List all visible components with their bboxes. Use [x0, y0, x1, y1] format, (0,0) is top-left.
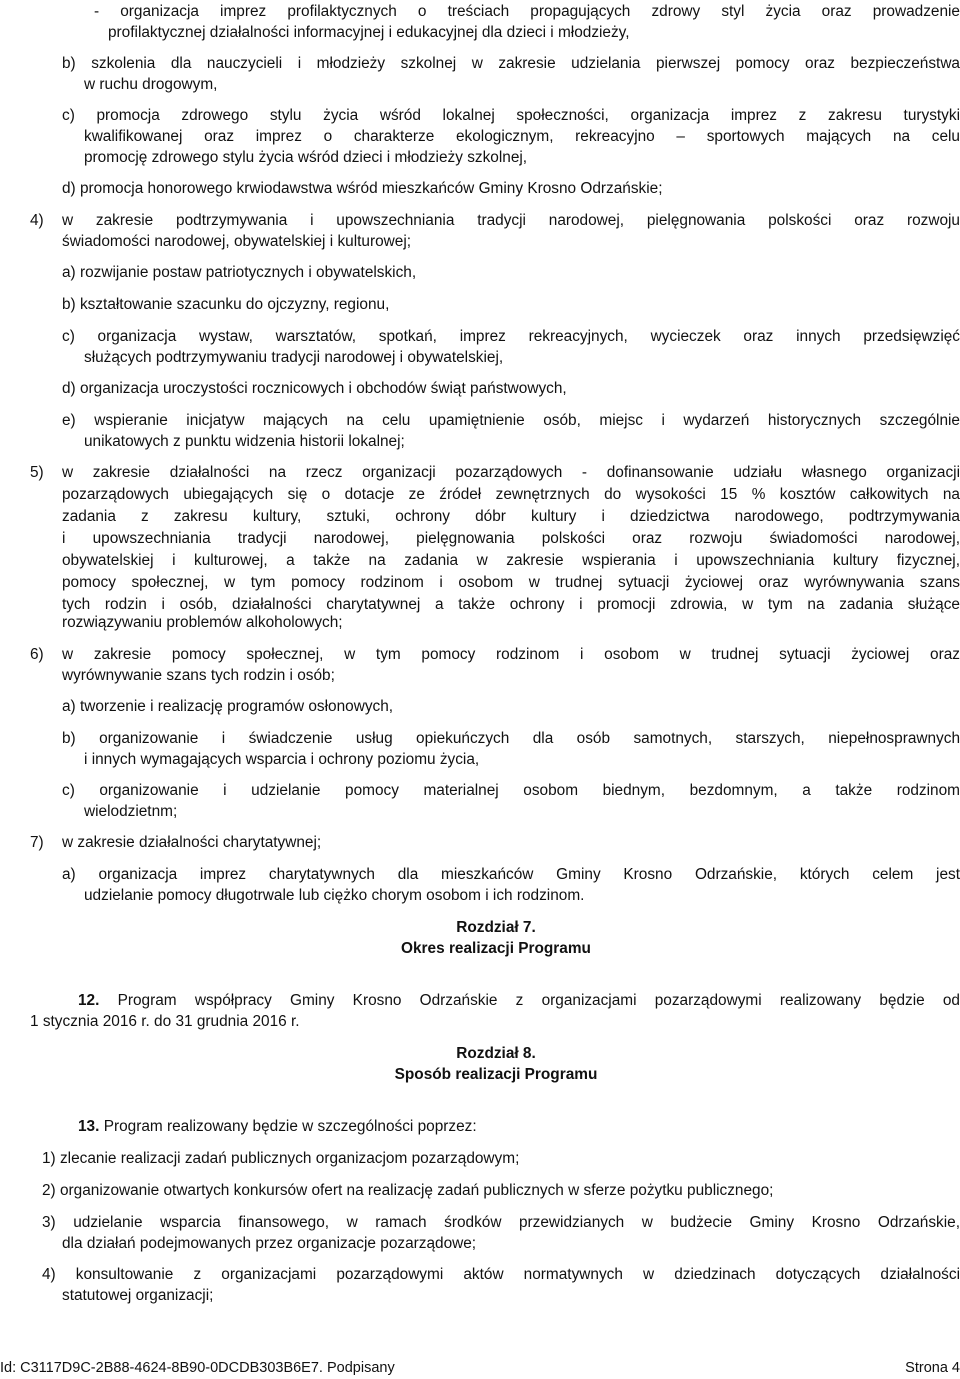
paragraph-12-number: 12. — [78, 992, 100, 1009]
list-item-2: 2) organizowanie otwartych konkursów ofert na realizację zadań publicznych w sferze pożytku publicznego; — [42, 1182, 774, 1199]
chapter-8-number: Rozdział 8. — [456, 1045, 536, 1062]
list-item-c: c) promocja zdrowego stylu życia wśród lokalnej społeczności, organizacja imprez z zakresu turystyki — [62, 107, 960, 124]
list-item-b: b) kształtowanie szacunku do ojczyzny, regionu, — [62, 296, 390, 313]
section-7-text: w zakresie działalności charytatywnej; — [62, 834, 322, 851]
list-item-4: 4) konsultowanie z organizacjami pozarządowymi aktów normatywnych w dziedzinach dotyczących działalności — [42, 1266, 960, 1283]
list-item-c-cont: wielodzietnm; — [84, 803, 178, 820]
list-item-b-cont: w ruchu drogowym, — [84, 76, 218, 93]
list-item-3-cont: dla działań podejmowanych przez organizacje pozarządowe; — [62, 1235, 477, 1252]
section-6-text: w zakresie pomocy społecznej, w tym pomocy rodzinom i osobom w trudnej sytuacji życiowej oraz — [62, 646, 960, 663]
section-5-text: w zakresie działalności na rzecz organizacji pozarządowych - dofinansowanie udziału własnego organizacji — [62, 464, 960, 481]
list-number-5: 5) — [30, 464, 44, 481]
list-item-4-cont: statutowej organizacji; — [62, 1287, 214, 1304]
list-item-a: a) tworzenie i realizację programów osłonowych, — [62, 698, 394, 715]
list-item-a: a) rozwijanie postaw patriotycznych i obywatelskich, — [62, 264, 417, 281]
list-item-a: a) organizacja imprez charytatywnych dla mieszkańców Gminy Krosno Odrzańskie, których celem jest — [62, 866, 960, 883]
list-item-c-cont: promocję zdrowego stylu życia wśród dzieci i młodzieży szkolnej, — [84, 149, 528, 166]
paragraph-12-text: Program współpracy Gminy Krosno Odrzańskie z organizacjami pozarządowymi realizowany będzie od — [117, 992, 960, 1009]
list-item-b-cont: i innych wymagających wsparcia i ochrony poziomu życia, — [84, 751, 480, 768]
document-id: Id: C3117D9C-2B88-4624-8B90-0DCDB303B6E7. Podpisany — [0, 1360, 395, 1376]
paragraph-13 — [78, 1116, 960, 1137]
list-item-d: d) organizacja uroczystości rocznicowych i obchodów świąt państwowych, — [62, 380, 567, 397]
list-item-3: 3) udzielanie wsparcia finansowego, w ramach środków przewidzianych w budżecie Gminy Krosno Odrzańskie, — [42, 1214, 960, 1231]
paragraph-13-number: 13. — [78, 1118, 100, 1135]
page-footer — [0, 1357, 960, 1379]
list-number-6: 6) — [30, 646, 44, 663]
section-5-text: rozwiązywaniu problemów alkoholowych; — [62, 614, 343, 631]
list-item-dash-line: - organizacja imprez profilaktycznych o treściach propagujących zdrowy styl życia oraz prowadzenie — [94, 3, 960, 20]
section-5-text: pozarządowych ubiegających się o dotacje ze źródeł zewnętrznych do wysokości 15 % kosztów całkowitych na — [62, 486, 960, 503]
list-item-d: d) promocja honorowego krwiodawstwa wśród mieszkańców Gminy Krosno Odrzańskie; — [62, 180, 663, 197]
chapter-7-title: Okres realizacji Programu — [401, 940, 591, 957]
chapter-7-number: Rozdział 7. — [456, 919, 536, 936]
section-4-text-cont: świadomości narodowej, obywatelskiej i kulturowej; — [62, 233, 412, 250]
page-number: Strona 4 — [905, 1360, 960, 1376]
list-item-c: c) organizowanie i udzielanie pomocy materialnej osobom biednym, bezdomnym, a także rodzinom — [62, 782, 960, 799]
list-item-b: b) szkolenia dla nauczycieli i młodzieży szkolnej w zakresie udzielania pierwszej pomocy oraz bezpieczeństwa — [62, 55, 960, 72]
list-item-c-cont: kwalifikowanej oraz imprez o charakterze ekologicznym, rekreacyjno – sportowych mających na celu — [84, 128, 960, 145]
section-5-text: i upowszechniania tradycji narodowej, pielęgnowania polskości oraz rozwoju świadomości narodowej, — [62, 530, 960, 547]
paragraph-12 — [78, 990, 960, 1011]
section-6-text-cont: wyrównywanie szans tych rodzin i osób; — [62, 667, 335, 684]
paragraph-12-cont: 1 stycznia 2016 r. do 31 grudnia 2016 r. — [30, 1013, 300, 1030]
list-item-1: 1) zlecanie realizacji zadań publicznych organizacjom pozarządowym; — [42, 1150, 520, 1167]
section-5-text: pomocy społecznej, w tym pomocy rodzinom i osobom w trudnej sytuacji życiowej oraz wyrównywania szans — [62, 574, 960, 591]
list-item-dash-line: profilaktycznej działalności informacyjnej i edukacyjnej dla dzieci i młodzieży, — [108, 24, 630, 41]
list-item-c: c) organizacja wystaw, warsztatów, spotkań, imprez rekreacyjnych, wycieczek oraz innych przedsięwzięć — [62, 328, 960, 345]
section-5-text: tych rodzin i osób, działalności charytatywnej a także ochrony i promocji zdrowia, w tym na zadania służące — [62, 596, 960, 613]
list-item-e-cont: unikatowych z punktu widzenia historii lokalnej; — [84, 433, 405, 450]
list-item-a-cont: udzielanie pomocy długotrwale lub ciężko chorym osobom i ich rodzinom. — [84, 887, 585, 904]
section-5-text: obywatelskiej i kulturowej, a także na zadania w zakresie wspierania i upowszechniania kultury fizycznej, — [62, 552, 960, 569]
section-4-text: w zakresie podtrzymywania i upowszechniania tradycji narodowej, pielęgnowania polskości oraz rozwoju — [62, 212, 960, 229]
list-item-c-cont: służących podtrzymywaniu tradycji narodowej i obywatelskiej, — [84, 349, 504, 366]
list-number-4: 4) — [30, 212, 44, 229]
list-number-7: 7) — [30, 834, 44, 851]
list-item-b: b) organizowanie i świadczenie usług opiekuńczych dla osób samotnych, starszych, niepełnosprawnych — [62, 730, 960, 747]
list-item-e: e) wspieranie inicjatyw mających na celu upamiętnienie osób, miejsc i wydarzeń historycznych szczególnie — [62, 412, 960, 429]
chapter-8-title: Sposób realizacji Programu — [394, 1066, 598, 1083]
paragraph-13-intro: Program realizowany będzie w szczególności poprzez: — [103, 1118, 477, 1135]
section-5-text: zadania z zakresu kultury, sztuki, ochrony dóbr kultury i dziedzictwa narodowego, podtrzymywania — [62, 508, 960, 525]
